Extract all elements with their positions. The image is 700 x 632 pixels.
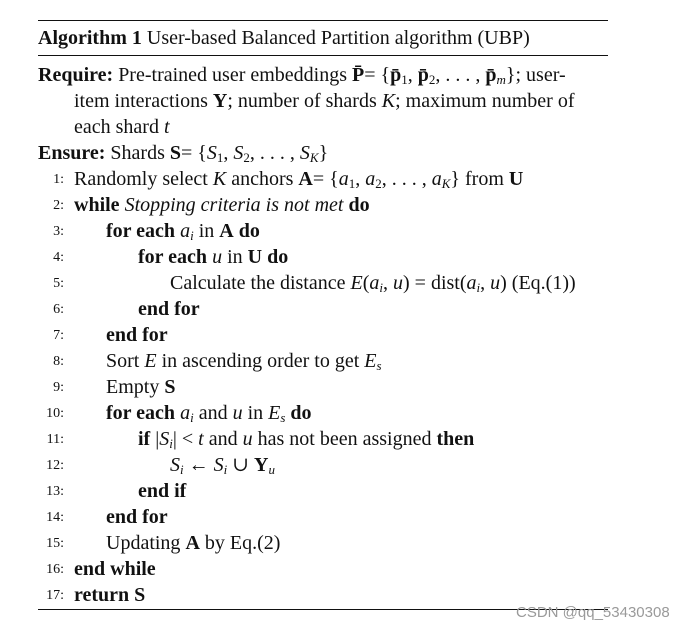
algorithm-line: end while (74, 558, 156, 580)
line-number: 13: (46, 484, 64, 499)
algorithm-line: $S_i$ ← $S_i$ ∪ $Y_u$ (170, 454, 275, 477)
algorithm-line: Updating A by Eq.(2) (106, 532, 281, 554)
line-number: 16: (46, 562, 64, 577)
algorithm-line: Empty S (106, 376, 176, 398)
line-number: 17: (46, 588, 64, 603)
line-number: 7: (53, 328, 64, 343)
line-number: 2: (53, 198, 64, 213)
watermark: CSDN @qq_53430308 (516, 604, 670, 621)
line-number: 11: (46, 432, 64, 447)
algorithm-line: Calculate the distance $E(a_i$, $u) = dist(a_i$, u) (Eq.(1)) (170, 272, 576, 295)
line-number: 6: (53, 302, 64, 317)
line-number: 9: (53, 380, 64, 395)
algorithm-line: while Stopping criteria is not met do (74, 194, 370, 216)
title-rule (38, 55, 608, 56)
algorithm-line: Sort E in ascending order to get $E_s$ (106, 350, 382, 373)
line-number: 12: (46, 458, 64, 473)
line-number: 15: (46, 536, 64, 551)
require-line-2: item interactions Y; number of shards K; maximum number of (74, 90, 575, 112)
algorithm-line: end for (106, 506, 168, 528)
algorithm-line: end if (138, 480, 187, 502)
title-text: User-based Balanced Partition algorithm (UBP) (146, 27, 530, 49)
algorithm-line: for each $a_i$ in A do (106, 220, 260, 243)
top-rule (38, 20, 608, 21)
require-line-3: each shard t (74, 116, 170, 138)
line-number: 5: (53, 276, 64, 291)
line-number: 14: (46, 510, 64, 525)
algorithm-line: return S (74, 584, 146, 606)
require-line-1: Require: Pre-trained user embeddings P̄= {$p̄_1$, $p̄_2$, . . . , $p̄_m$}; user- (38, 64, 566, 87)
algorithm-line: end for (138, 298, 200, 320)
algorithm-line: end for (106, 324, 168, 346)
line-number: 10: (46, 406, 64, 421)
line-number: 4: (53, 250, 64, 265)
title-label: Algorithm 1 (38, 27, 142, 49)
algorithm-line: for each $a_i$ and u in $E_s$ do (106, 402, 312, 425)
line-number: 8: (53, 354, 64, 369)
algorithm-title (38, 24, 530, 52)
line-number: 1: (53, 172, 64, 187)
algorithm-line: for each u in U do (138, 246, 289, 268)
algorithm-line: if $|S_i| < t$ and u has not been assigned then (138, 428, 475, 451)
ensure-line: Ensure: Shards $S= \{S_1$, $S_2$, . . . , $S_K$} (38, 142, 329, 165)
algorithm-line: Randomly select K anchors $A= \{a_1$, $a_2$, . . . , $a_K$} from U (74, 168, 524, 191)
line-number: 3: (53, 224, 64, 239)
